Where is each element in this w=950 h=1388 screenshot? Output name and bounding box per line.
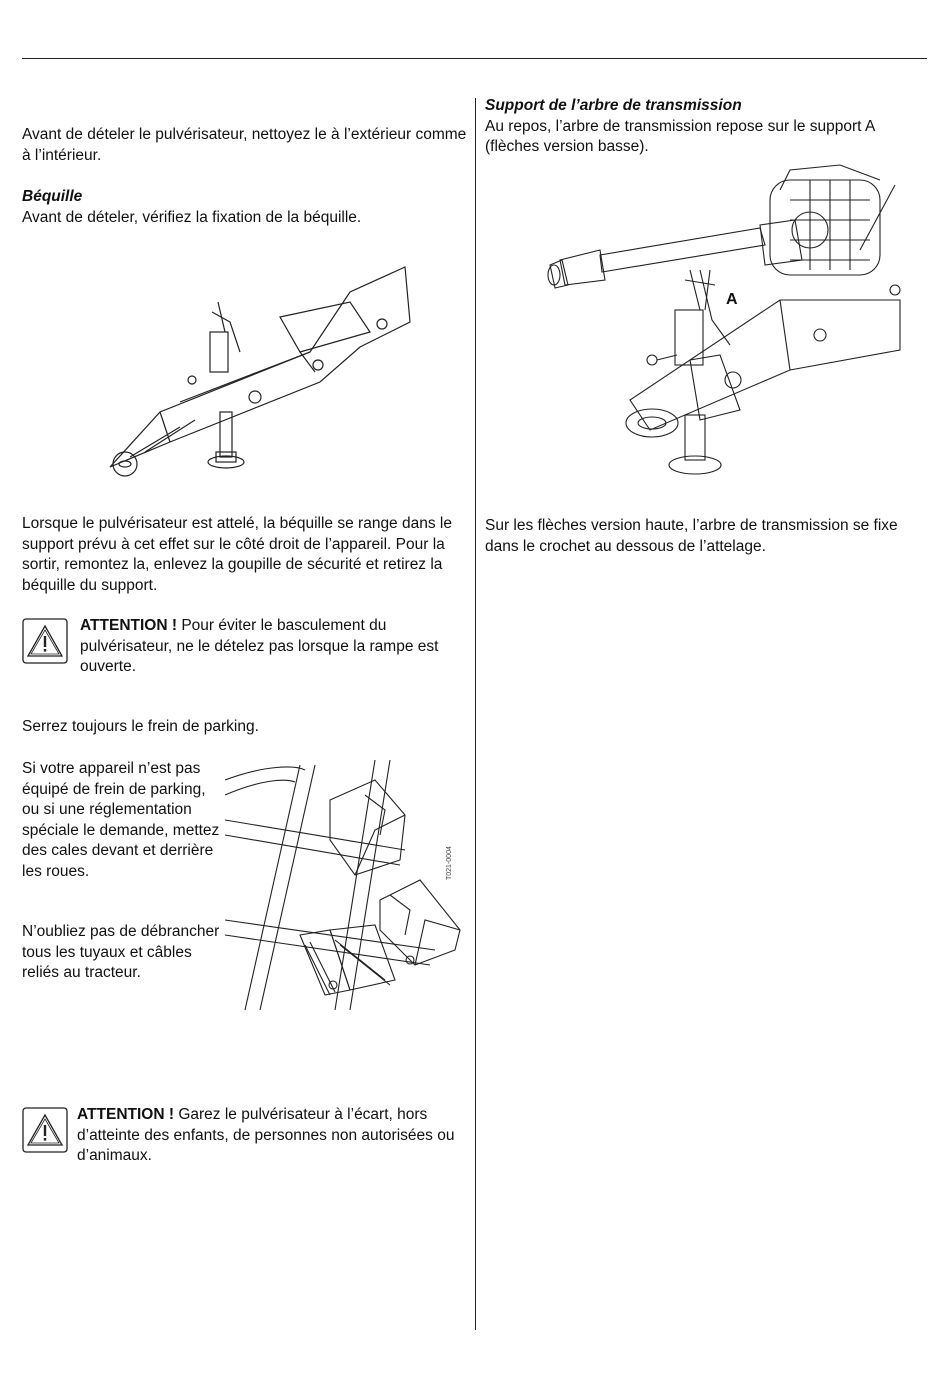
warning-1-body: Pour éviter le basculement du pulvérisateur, ne le dételez pas lorsque la rampe est ouverte.	[80, 617, 439, 675]
support-heading: Support de l’arbre de transmission	[485, 97, 742, 114]
attele-paragraph: Lorsque le pulvérisateur est attelé, la béquille se range dans le support prévu à cet effet sur le côté droit de l’appareil. Pour la sortir, remontez la, enlevez la goupille de sécurité et retirez la béquille du support.	[22, 515, 452, 594]
warning-2-label: ATTENTION !	[77, 1106, 175, 1123]
support-text: Au repos, l’arbre de transmission repose sur le support A (flèches version basse).	[485, 117, 875, 155]
bequille-section	[22, 187, 467, 228]
figure-code: T021-0004	[446, 846, 453, 880]
intro-paragraph: Avant de dételer le pulvérisateur, nettoyez le à l’extérieur comme à l’intérieur.	[22, 126, 467, 164]
haute-paragraph: Sur les flèches version haute, l’arbre de transmission se fixe dans le crochet au dessous de l’attelage.	[485, 517, 898, 555]
pto-shaft-support-illustration	[540, 160, 910, 490]
support-section	[485, 96, 925, 158]
warning-1-text	[80, 616, 465, 678]
bequille-heading: Béquille	[22, 188, 83, 205]
warning-triangle-icon	[22, 1107, 68, 1153]
warning-2-body: Garez le pulvérisateur à l’écart, hors d’atteinte des enfants, de personnes non autorisées ou d’animaux.	[77, 1106, 455, 1164]
tuyaux-paragraph: N’oubliez pas de débrancher tous les tuyaux et câbles reliés au tracteur.	[22, 923, 220, 981]
top-rule	[22, 58, 927, 59]
label-A: A	[726, 291, 738, 308]
column-divider	[475, 98, 476, 1330]
cales-paragraph: Si votre appareil n’est pas équipé de frein de parking, ou si une réglementation spéciale le demande, mettez des cales devant et derrière les roues.	[22, 760, 220, 880]
warning-2-text	[77, 1105, 462, 1167]
frein-paragraph: Serrez toujours le frein de parking.	[22, 718, 259, 735]
warning-triangle-icon	[22, 618, 68, 664]
bequille-text: Avant de dételer, vérifiez la fixation de la béquille.	[22, 208, 362, 226]
wheel-chocks-illustration	[225, 760, 465, 1010]
warning-1-label: ATTENTION !	[80, 617, 178, 634]
drawbar-jack-illustration	[100, 262, 420, 492]
